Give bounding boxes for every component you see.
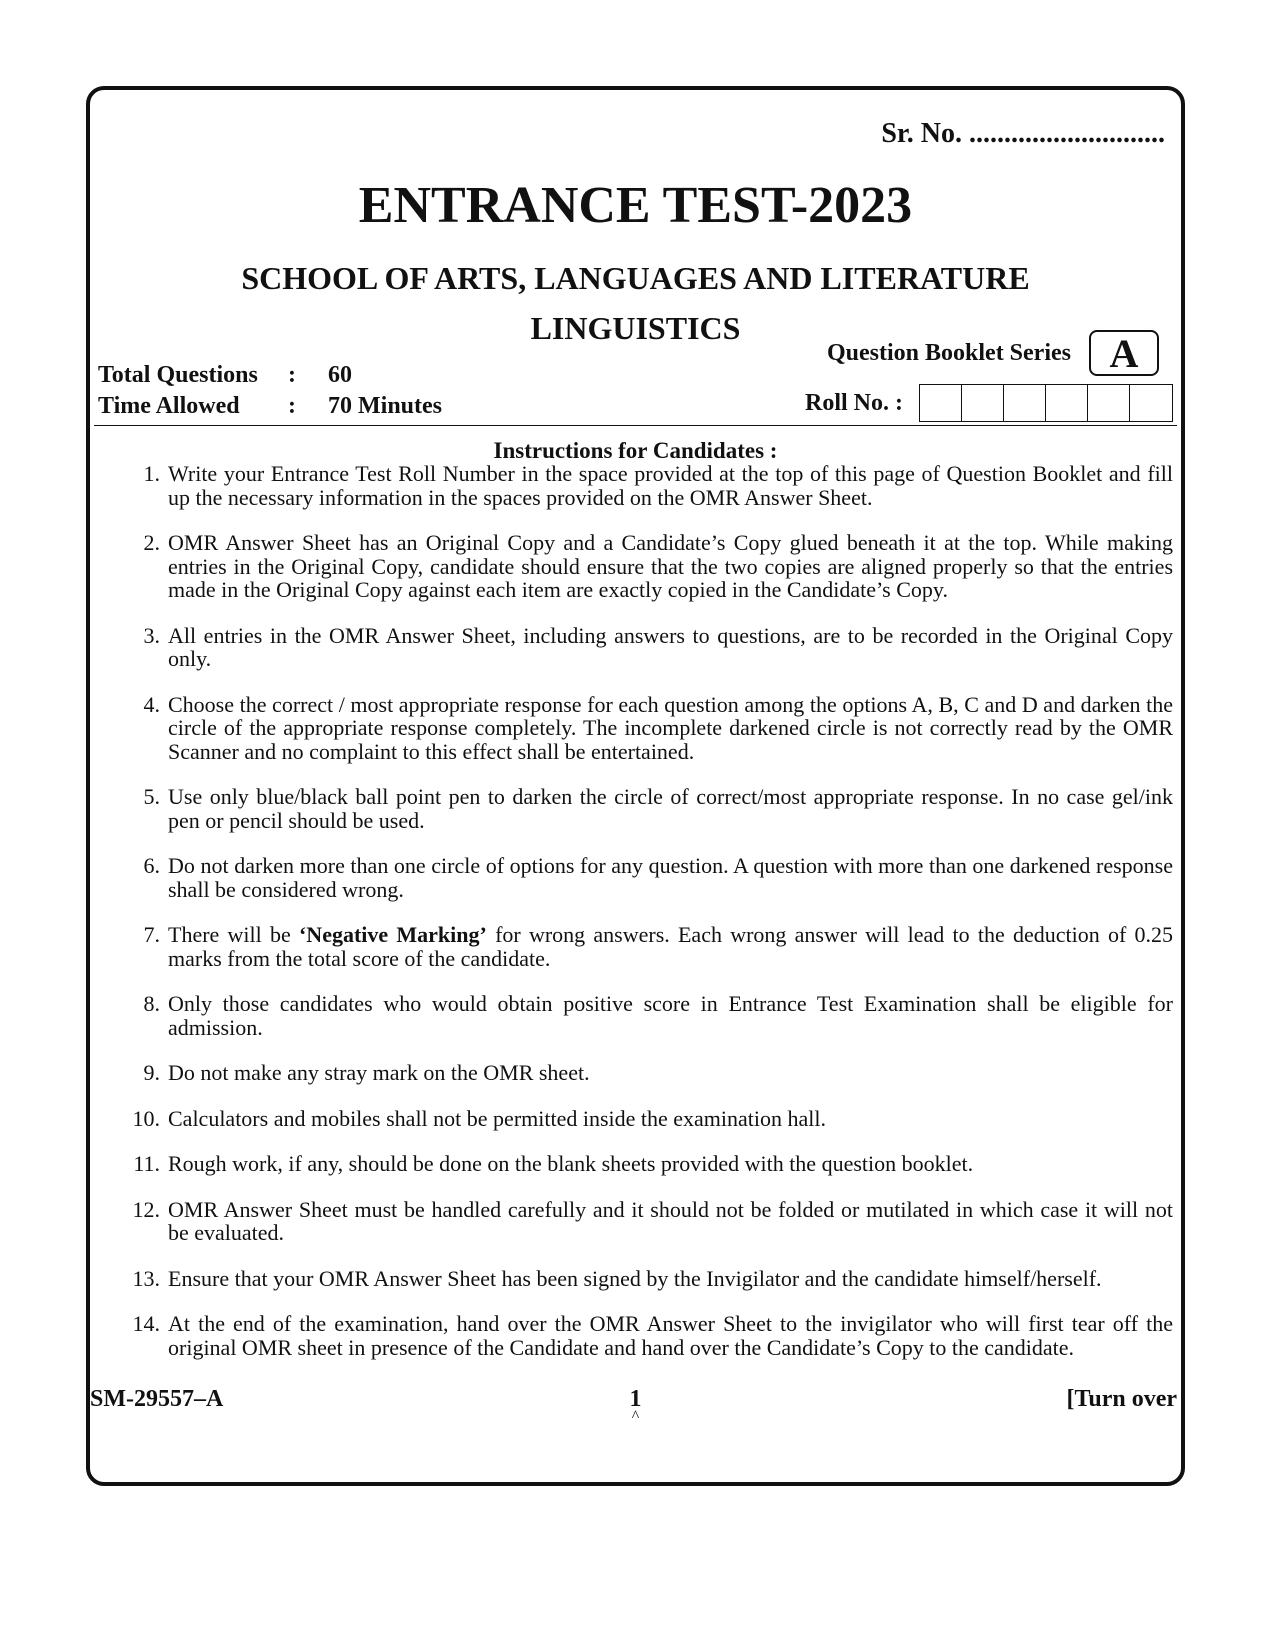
header-divider (94, 425, 1177, 426)
caret-mark: ^ (631, 1408, 640, 1425)
instruction-item (126, 1152, 1173, 1176)
instruction-item (126, 854, 1173, 901)
instruction-text: OMR Answer Sheet has an Original Copy and a Candidate’s Copy glued beneath it at the top. While making entries in the Original Copy, candidate should ensure that the two copies are aligned properly so that the entries made in the Original Copy against each item are exactly copied in the Candidate’s Copy. (168, 530, 1173, 602)
instruction-number: 5. (143, 784, 160, 809)
instruction-item (126, 1107, 1173, 1131)
roll-digit-box[interactable] (1046, 385, 1088, 421)
page-number: 1 (629, 1386, 642, 1412)
series-value: A (1089, 330, 1159, 376)
roll-label: Roll No. : (805, 389, 903, 416)
instruction-text: Calculators and mobiles shall not be permitted inside the examination hall. (168, 1105, 827, 1131)
instruction-text: Use only blue/black ball point pen to darken the circle of correct/most appropriate response. In no case gel/ink pen or pencil should be used. (168, 784, 1173, 833)
instructions-list (126, 462, 1173, 1359)
instruction-number: 12. (132, 1196, 160, 1222)
series-label: Question Booklet Series (827, 339, 1071, 366)
instruction-item (126, 785, 1173, 832)
instruction-number: 9. (143, 1060, 160, 1085)
instruction-text: Only those candidates who would obtain positive score in Entrance Test Examination shall be eligible for admission. (168, 991, 1173, 1040)
instruction-text: Ensure that your OMR Answer Sheet has been signed by the Invigilator and the candidate himself/herself. (168, 1265, 1102, 1291)
page-title: ENTRANCE TEST-2023 (358, 177, 913, 234)
instruction-item (126, 923, 1173, 970)
instruction-text: Do not make any stray mark on the OMR sheet. (168, 1060, 590, 1085)
roll-number (805, 384, 1173, 422)
serial-number: Sr. No. ............................ (881, 118, 1165, 149)
instruction-number: 1. (143, 461, 160, 486)
time-allowed-value: 70 Minutes (328, 393, 442, 419)
school-name: SCHOOL OF ARTS, LANGUAGES AND LITERATURE (241, 260, 1030, 296)
instruction-number: 7. (143, 922, 160, 947)
instruction-text: Do not darken more than one circle of options for any question. A question with more than one darkened response shall be considered wrong. (168, 853, 1173, 902)
instruction-text: All entries in the OMR Answer Sheet, including answers to questions, are to be recorded in the Original Copy only. (168, 622, 1173, 671)
instruction-number: 14. (132, 1311, 160, 1336)
roll-digit-box[interactable] (1004, 385, 1046, 421)
roll-digit-box[interactable] (962, 385, 1004, 421)
instruction-number: 2. (143, 530, 160, 555)
instruction-text: Choose the correct / most appropriate response for each question among the options A, B, C and D and darken the circle of the appropriate response completely. The incomplete darkened circle is not correctly read by the OMR Scanner and no complaint to this effect shall be entertained. (168, 691, 1173, 764)
total-questions-colon: : (288, 362, 296, 388)
total-questions-value: 60 (328, 362, 352, 388)
page-frame (86, 86, 1185, 1486)
instruction-number: 13. (132, 1265, 160, 1291)
instruction-text: OMR Answer Sheet must be handled carefully and it should not be folded or mutilated in which case it will not be evaluated. (168, 1196, 1173, 1245)
instruction-text (168, 923, 1173, 970)
booklet-series (827, 330, 1159, 376)
instruction-text: At the end of the examination, hand over the OMR Answer Sheet to the invigilator who will first tear off the original OMR sheet in presence of the Candidate and hand over the Candidate’s Copy to the candidate. (168, 1311, 1173, 1360)
instruction-text: Rough work, if any, should be done on the blank sheets provided with the question booklet. (168, 1151, 974, 1176)
booklet-code: SM-29557–A (90, 1386, 224, 1412)
instruction-number: 3. (143, 622, 160, 648)
instruction-item (126, 693, 1173, 764)
instruction-item (126, 1267, 1173, 1291)
time-allowed-row (98, 391, 442, 422)
instruction-number: 8. (143, 991, 160, 1016)
instruction-item (126, 624, 1173, 671)
time-allowed-colon: : (288, 393, 296, 419)
instruction-item (126, 462, 1173, 509)
total-questions-label: Total Questions (98, 362, 258, 388)
instruction-number: 4. (143, 691, 160, 717)
total-questions-row (98, 360, 442, 391)
roll-digit-box[interactable] (1130, 385, 1172, 421)
subject-name: LINGUISTICS (530, 310, 741, 346)
instruction-item (126, 1312, 1173, 1359)
roll-digit-box[interactable] (920, 385, 962, 421)
turn-over-note: [Turn over (1066, 1386, 1177, 1412)
negative-marking-emphasis: ‘Negative Marking’ (298, 922, 487, 947)
exam-meta (98, 360, 442, 422)
time-allowed-label: Time Allowed (98, 393, 240, 419)
instruction-item (126, 1061, 1173, 1085)
instructions-heading: Instructions for Candidates : (493, 438, 778, 463)
instruction-number: 10. (132, 1105, 160, 1131)
roll-number-boxes[interactable] (919, 384, 1173, 422)
instruction-text-before: There will be (168, 922, 299, 947)
instruction-text-after: for wrong answers. Each wrong answer will lead to the deduction of 0.25 marks from the total score of the candidate. (168, 922, 1173, 971)
roll-digit-box[interactable] (1088, 385, 1130, 421)
instruction-number: 6. (143, 853, 160, 878)
instruction-text: Write your Entrance Test Roll Number in the space provided at the top of this page of Question Booklet and fill up the necessary information in the spaces provided on the OMR Answer Sheet. (168, 461, 1173, 510)
instruction-item (126, 1198, 1173, 1245)
instruction-item (126, 992, 1173, 1039)
instruction-number: 11. (133, 1151, 160, 1176)
instruction-item (126, 531, 1173, 602)
